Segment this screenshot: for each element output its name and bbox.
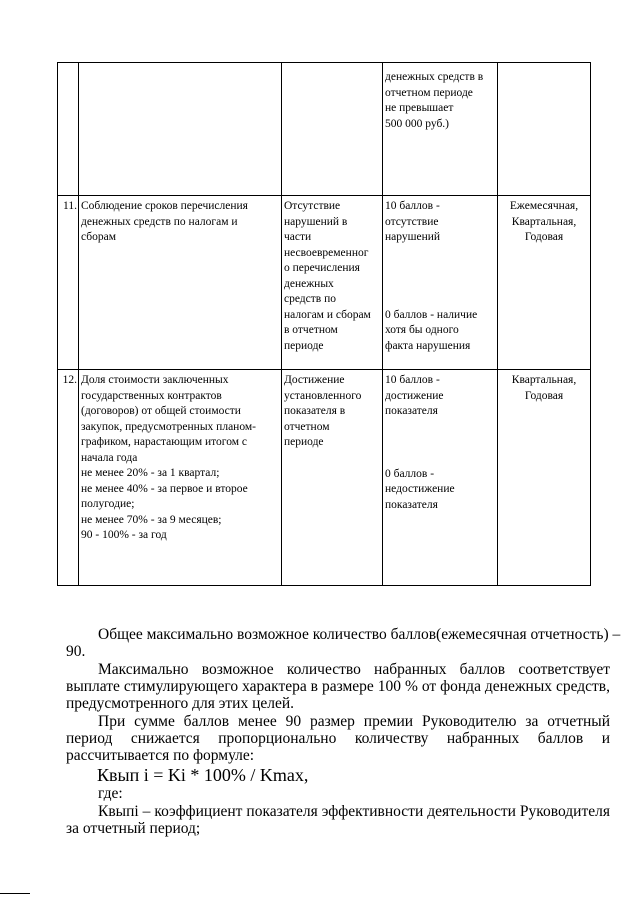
condition-line: в отчетном [284, 324, 338, 336]
row-number: 12. [58, 370, 79, 586]
condition-line: Достижение [284, 374, 345, 386]
name-line: 90 - 100% - за год [81, 529, 167, 541]
name-line: Доля стоимости заключенных [81, 374, 229, 386]
criterion-name [79, 370, 282, 586]
reporting-period [498, 63, 591, 196]
criterion-points [383, 63, 498, 196]
points-line: не превышает [385, 102, 454, 114]
where-label: где: [98, 785, 123, 802]
payout-formula: Квып i = Ki * 100% / Kmax, [97, 765, 309, 785]
condition-line: денежных [284, 277, 334, 290]
criterion-points [383, 196, 498, 370]
reporting-period [498, 196, 591, 370]
points-line: достижение [385, 389, 444, 402]
points-line: денежных средств в [385, 71, 484, 83]
points-line: нарушений [385, 231, 441, 243]
name-line: (договоров) от общей стоимости [81, 405, 241, 417]
condition-line: периоде [284, 436, 324, 448]
points-line: показателя [385, 498, 438, 511]
name-line: не менее 40% - за первое и второе [81, 482, 248, 495]
condition-line: несвоевременног [284, 246, 369, 259]
criterion-condition [282, 370, 383, 586]
row-number [58, 63, 79, 196]
condition-line: налогам и сборам [284, 308, 371, 321]
full-payout-paragraph: Максимально возможное количество набранных баллов соответствует выплате стимулирующего характера в размере 100 % от фонда денежных средств, предусмотренного для этих целей. [66, 661, 610, 712]
name-line: Соблюдение сроков перечисления [81, 200, 248, 212]
paragraph-line: Общее максимально возможное количество баллов(ежемесячная отчетность) – [98, 626, 621, 643]
period-line: Квартальная, [511, 374, 577, 386]
row-number: 11. [58, 196, 79, 370]
name-line: графиком, нарастающим итогом с [81, 436, 247, 448]
condition-line: отчетном [284, 420, 330, 433]
criteria-table [57, 62, 591, 586]
points-line: показателя [385, 405, 438, 417]
points-line: 10 баллов - [385, 374, 440, 386]
criterion-name [79, 63, 282, 196]
reduced-payout-paragraph: При сумме баллов менее 90 размер премии Руководителю за отчетный период снижается пропорционально количеству набранных баллов и рассчитывается по формуле: [66, 713, 610, 764]
criterion-name [79, 196, 282, 370]
condition-line: установленного [284, 389, 362, 402]
criterion-condition [282, 196, 383, 370]
points-line: отсутствие [385, 215, 439, 228]
table-row [58, 63, 591, 196]
condition-line: нарушений в [284, 215, 348, 228]
points-line: хотя бы одного [385, 324, 459, 336]
name-line: сборам [81, 231, 116, 243]
name-line: закупок, предусмотренных планом- [81, 420, 256, 433]
period-line: Ежемесячная, [509, 200, 579, 212]
name-line: денежных средств по налогам и [81, 215, 238, 228]
points-line: недостижение [385, 483, 455, 495]
criterion-condition [282, 63, 383, 196]
points-line: 0 баллов - наличие [385, 308, 478, 321]
period-line: Годовая [524, 389, 564, 402]
footer-line [0, 893, 30, 894]
name-line: не менее 20% - за 1 квартал; [81, 467, 220, 479]
reporting-period [498, 370, 591, 586]
period-line: Квартальная, [511, 215, 577, 228]
name-line: государственных контрактов [81, 389, 222, 402]
paragraph-line: 90. [66, 643, 86, 660]
period-line: Годовая [524, 231, 564, 243]
max-score-paragraph [66, 626, 621, 660]
condition-line: о перечисления [284, 262, 360, 274]
condition-line: периоде [284, 339, 324, 352]
coefficient-definition: Квыпi – коэффициент показателя эффективности деятельности Руководителя за отчетный период; [66, 803, 610, 837]
points-line: 500 000 руб.) [385, 117, 450, 130]
points-line: 10 баллов - [385, 200, 440, 212]
table-row [58, 196, 591, 370]
points-line: факта нарушения [385, 339, 471, 352]
name-line: полугодие; [81, 498, 135, 510]
points-line: 0 баллов - [385, 467, 435, 480]
table-row [58, 370, 591, 586]
condition-line: показателя в [284, 405, 346, 417]
condition-line: части [284, 231, 312, 243]
name-line: начала года [81, 451, 138, 464]
condition-line: Отсутствие [284, 200, 341, 212]
criterion-points [383, 370, 498, 586]
condition-line: средств по [284, 293, 336, 305]
points-line: отчетном периоде [385, 86, 473, 99]
name-line: не менее 70% - за 9 месяцев; [81, 513, 222, 526]
